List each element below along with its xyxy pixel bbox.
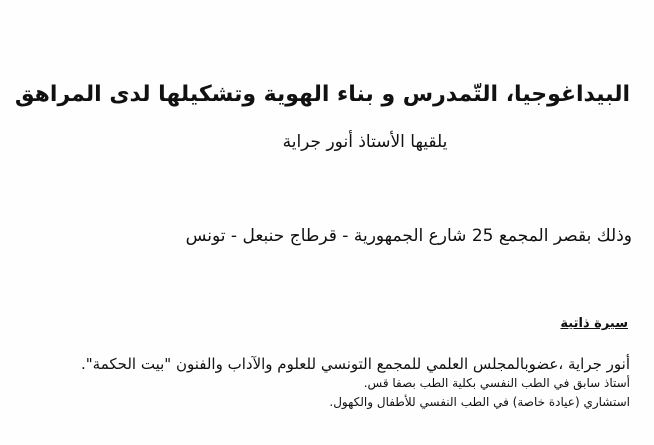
lecture-title: البيداغوجيا، التّمدرس و بناء الهوية وتشكيلها لدى المراهق (14, 82, 630, 107)
top-cut-text (120, 0, 600, 6)
cv-body (40, 355, 630, 412)
venue-line: وذلك بقصر المجمع 25 شارع الجمهورية - قرطاج حنبعل - تونس (185, 226, 632, 246)
cv-line-membership: أنور جراية ،عضوبالمجلس العلمي للمجمع التونسي للعلوم والآداب والفنون "بيت الحكمة". (81, 355, 630, 373)
speaker-line: يلقيها الأستاذ أنور جراية (282, 132, 448, 152)
cv-line-consultant: استشاري (عيادة خاصة) في الطب النفسي للأطفال والكهول. (329, 395, 630, 409)
cv-heading: سيرة ذاتية (560, 316, 628, 331)
cv-line-professor: أستاذ سابق في الطب النفسي بكلية الطب بصفا قس. (363, 376, 630, 390)
